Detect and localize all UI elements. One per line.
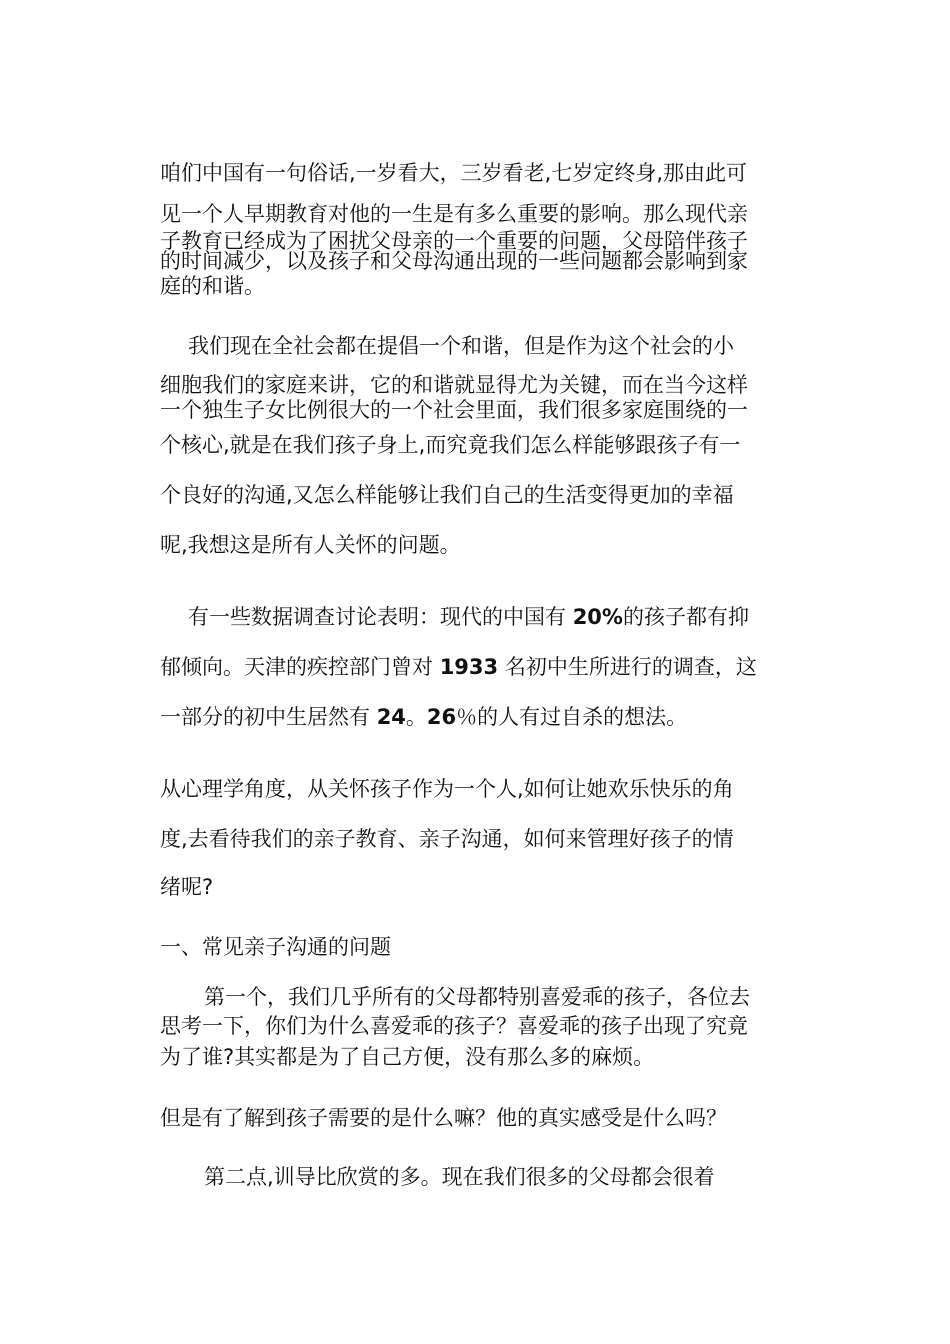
paragraph-2-line-6: 呢,我想这是所有人关怀的问题。 [160, 533, 461, 557]
paragraph-1-line-1: 咱们中国有一句俗话,一岁看大，三岁看老,七岁定终身,那由此可 [160, 161, 748, 185]
paragraph-1-line-5: 庭的和谐。 [160, 274, 265, 298]
paragraph-2-line-5: 个良好的沟通,又怎么样能够让我们自己的生活变得更加的幸福 [160, 483, 734, 507]
paragraph-4-line-1: 从心理学角度，从关怀孩子作为一个人,如何让她欢乐快乐的角 [160, 777, 734, 801]
stat-number: 24 [376, 705, 406, 729]
text-segment: 。 [405, 705, 427, 729]
text-segment: ％的人有过自杀的想法。 [456, 705, 688, 729]
paragraph-5-line-2: 思考一下，你们为什么喜爱乖的孩子？喜爱乖的孩子出现了究竟 [160, 1014, 748, 1038]
text-segment: 名初中生所进行的调查，这 [498, 655, 757, 679]
paragraph-3-line-2 [160, 653, 800, 681]
paragraph-3-line-3 [160, 703, 800, 731]
paragraph-2-line-4: 个核心,就是在我们孩子身上,而究竟我们怎么样能够跟孩子有一 [160, 433, 741, 457]
paragraph-4-line-3: 绪呢? [160, 875, 214, 899]
text-segment: 有一些数据调查讨论表明：现代的中国有 [188, 605, 573, 629]
paragraph-2-line-2: 细胞我们的家庭来讲，它的和谐就显得尤为关键，而在当今这样 [160, 373, 748, 397]
paragraph-4-line-2: 度,去看待我们的亲子教育、亲子沟通，如何来管理好孩子的情 [160, 827, 734, 851]
stat-count: 1933 [439, 655, 499, 679]
stat-number: 26 [426, 705, 457, 729]
section-heading: 一、常见亲子沟通的问题 [160, 935, 391, 959]
paragraph-1-line-3: 子教育已经成为了困扰父母亲的一个重要的问题，父母陪伴孩子 [160, 229, 748, 253]
paragraph-2-line-1: 我们现在全社会都在提倡一个和谐，但是作为这个社会的小 [188, 334, 734, 358]
paragraph-3-line-1 [188, 603, 828, 631]
text-segment: 郁倾向。天津的疾控部门曾对 [160, 655, 440, 679]
stat-percent: 20% [572, 605, 623, 629]
text-segment: 的孩子都有抑 [622, 605, 749, 629]
paragraph-6-line-1: 但是有了解到孩子需要的是什么嘛？他的真实感受是什么吗？ [160, 1106, 727, 1130]
paragraph-1-line-4: 的时间减少，以及孩子和父母沟通出现的一些问题都会影响到家 [160, 249, 748, 273]
paragraph-1-line-2: 见一个人早期教育对他的一生是有多么重要的影响。那么现代亲 [160, 202, 748, 226]
paragraph-5-line-1: 第一个，我们几乎所有的父母都特别喜爱乖的孩子，各位去 [204, 985, 750, 1009]
text-segment: 一部分的初中生居然有 [160, 705, 377, 729]
paragraph-5-line-3: 为了谁?其实都是为了自己方便，没有那么多的麻烦。 [160, 1045, 655, 1069]
paragraph-7-line-1: 第二点,训导比欣赏的多。现在我们很多的父母都会很着 [204, 1165, 715, 1189]
paragraph-2-line-3: 一个独生子女比例很大的一个社会里面，我们很多家庭围绕的一 [160, 398, 748, 422]
